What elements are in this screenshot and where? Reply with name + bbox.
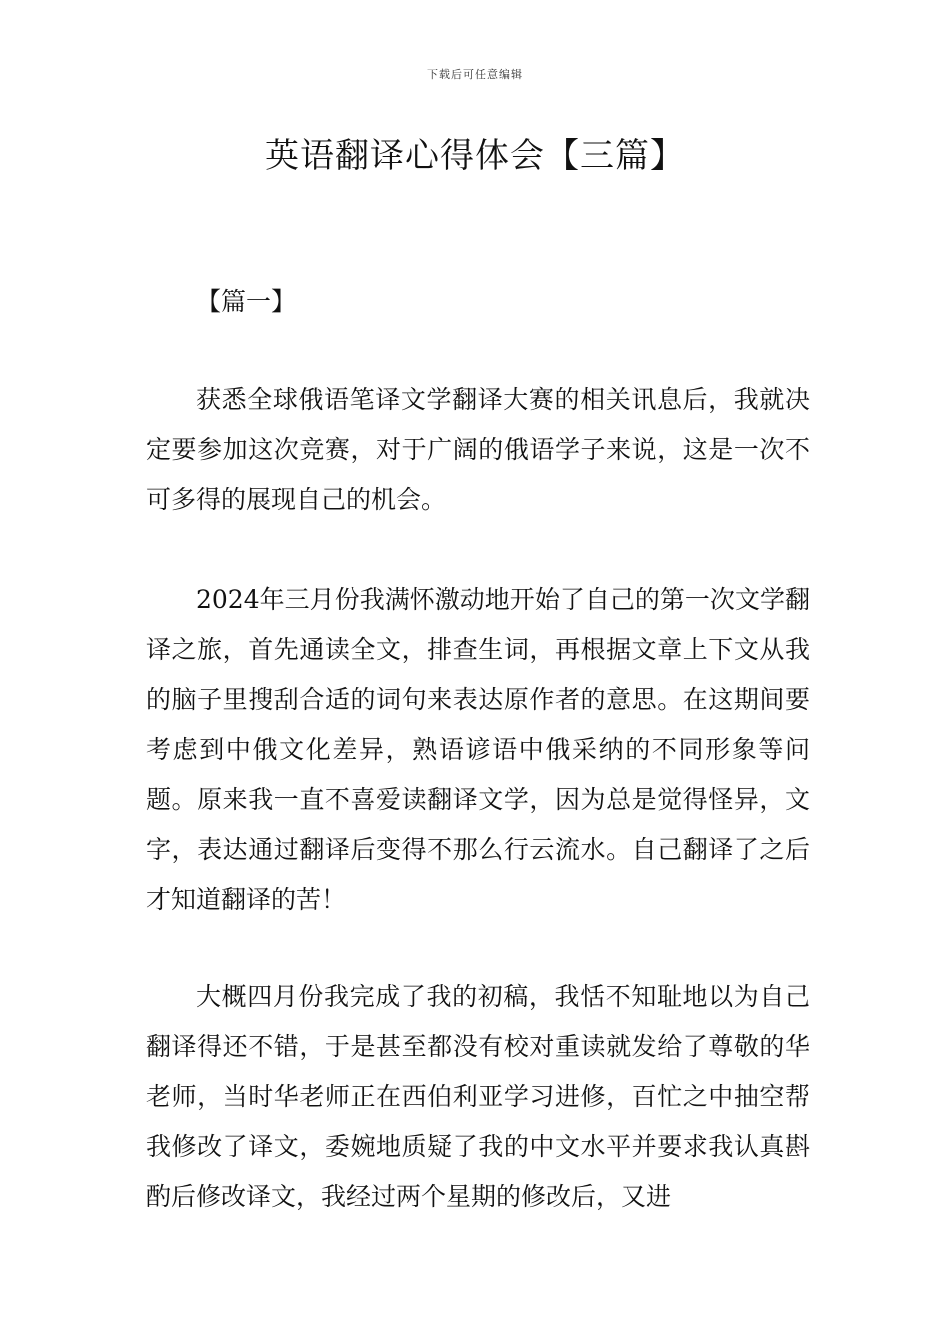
paragraph-3: 大概四月份我完成了我的初稿，我恬不知耻地以为自己翻译得还不错，于是甚至都没有校对重读就发给了尊敬的华老师，当时华老师正在西伯利亚学习进修，百忙之中抽空帮我修改了译文，委婉地质疑了我的中文水平并要求我认真斟酌后修改译文，我经过两个星期的修改后，又进 [146, 982, 810, 1211]
paragraph-2: 2024年三月份我满怀激动地开始了自己的第一次文学翻译之旅，首先通读全文，排查生词，再根据文章上下文从我的脑子里搜刮合适的词句来表达原作者的意思。在这期间要考虑到中俄文化差异，熟语谚语中俄采纳的不同形象等问题。原来我一直不喜爱读翻译文学，因为总是觉得怪异，文字，表达通过翻译后变得不那么行云流水。自己翻译了之后才知道翻译的苦！ [146, 585, 810, 914]
paragraph-1: 获悉全球俄语笔译文学翻译大赛的相关讯息后，我就决定要参加这次竞赛，对于广阔的俄语学子来说，这是一次不可多得的展现自己的机会。 [146, 385, 810, 514]
section-heading: 【篇一】 [196, 287, 297, 316]
document-title: 英语翻译心得体会【三篇】 [265, 136, 685, 176]
header-note: 下载后可任意编辑 [427, 68, 523, 81]
